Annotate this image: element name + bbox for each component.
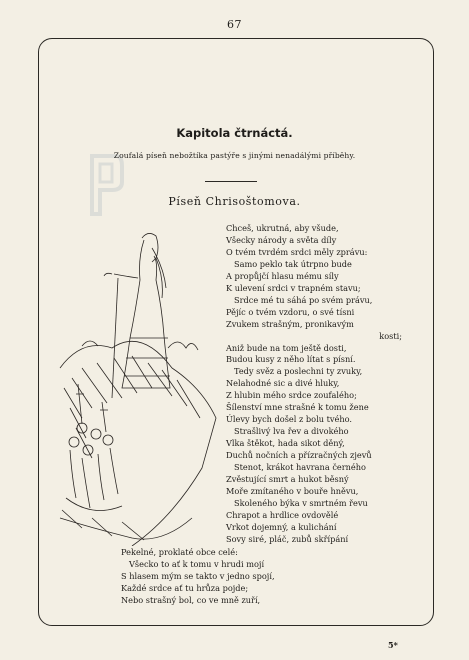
poem-line: S hlasem mým se takto v jedno spojí, (121, 570, 275, 581)
poem-line: K ulevení srdci v trapném stavu; (226, 282, 361, 293)
poem-line: Vrkot dojemný, a kulichání (226, 521, 337, 532)
poem-text-right (226, 223, 402, 546)
separator-rule (205, 181, 257, 182)
poem-line: Moře zmítaného v bouře hněvu, (226, 485, 359, 496)
poem-line: Z hlubin mého srdce zoufalého; (226, 390, 357, 401)
poem-line: Aniž bude na tom ještě dosti, (226, 342, 347, 353)
poem-line: Všecko to ať k tomu v hrudi mojí (129, 558, 265, 569)
poem-line: Chrapot a hrdlice ovdovělé (226, 509, 339, 520)
poem-line: Vlka štěkot, hada sikot děný, (226, 438, 345, 449)
chapter-title: Kapitola čtrnáctá. (176, 126, 293, 140)
poem-line: Sovy siré, pláč, zubů skřípání (226, 533, 349, 544)
poem-line: Šílenství mne strašné k tomu žene (226, 402, 369, 413)
poem-title: Píseň Chrisoštomova. (168, 195, 301, 208)
poem-line: Každé srdce ať tu hrůza pojde; (121, 582, 249, 593)
poem-line: O tvém tvrdém srdci měly zprávu: (226, 246, 368, 257)
poem-line: Nebo strašný bol, co ve mně zuří, (121, 594, 261, 605)
signature-mark: 5* (388, 640, 398, 650)
poem-line: Úlevy bych došel z bolu tvého. (226, 414, 352, 425)
chapter-subtitle: Zoufalá píseň nebožtíka pastýře s jinými nenadálými příběhy. (113, 151, 356, 160)
poem-line: A propůjčí hlasu mému síly (226, 270, 339, 281)
poem-line: Samo peklo tak útrpno bude (234, 258, 352, 269)
poem-line: Skoleného býka v smrtném řevu (234, 497, 368, 508)
poem-line: Nelahodné sic a divé hluky, (226, 378, 340, 389)
poem-line: Pějíc o tvém vzdoru, o své tísni (226, 306, 355, 317)
poem-line: Zvěstující smrt a hukot běsný (226, 474, 349, 485)
poem-line: Všecky národy a světa díly (226, 234, 337, 245)
poem-line: Stenot, krákot havrana černého (234, 462, 366, 473)
poem-line: Zvukem strašným, pronikavým (226, 318, 354, 329)
poem-line: kosti; (379, 330, 402, 341)
library-watermark (82, 152, 126, 218)
poem-line: Srdce mé tu sáhá po svém právu, (234, 294, 373, 305)
poem-line: Budou kusy z něho lítat s písní. (226, 354, 356, 365)
poem-line: Duchů nočních a přízračných zjevů (226, 450, 372, 461)
poem-text-bottom (121, 547, 381, 607)
poem-line: Chceš, ukrutná, aby všude, (226, 223, 339, 233)
poem-line: Strašlivý lva řev a divokého (234, 426, 349, 437)
poem-line: Pekelné, proklaté obce celé: (121, 547, 238, 557)
engraving-illustration (52, 218, 224, 546)
poem-line: Tedy svěz a poslechni ty zvuky, (234, 366, 363, 377)
page-number: 67 (227, 18, 242, 31)
